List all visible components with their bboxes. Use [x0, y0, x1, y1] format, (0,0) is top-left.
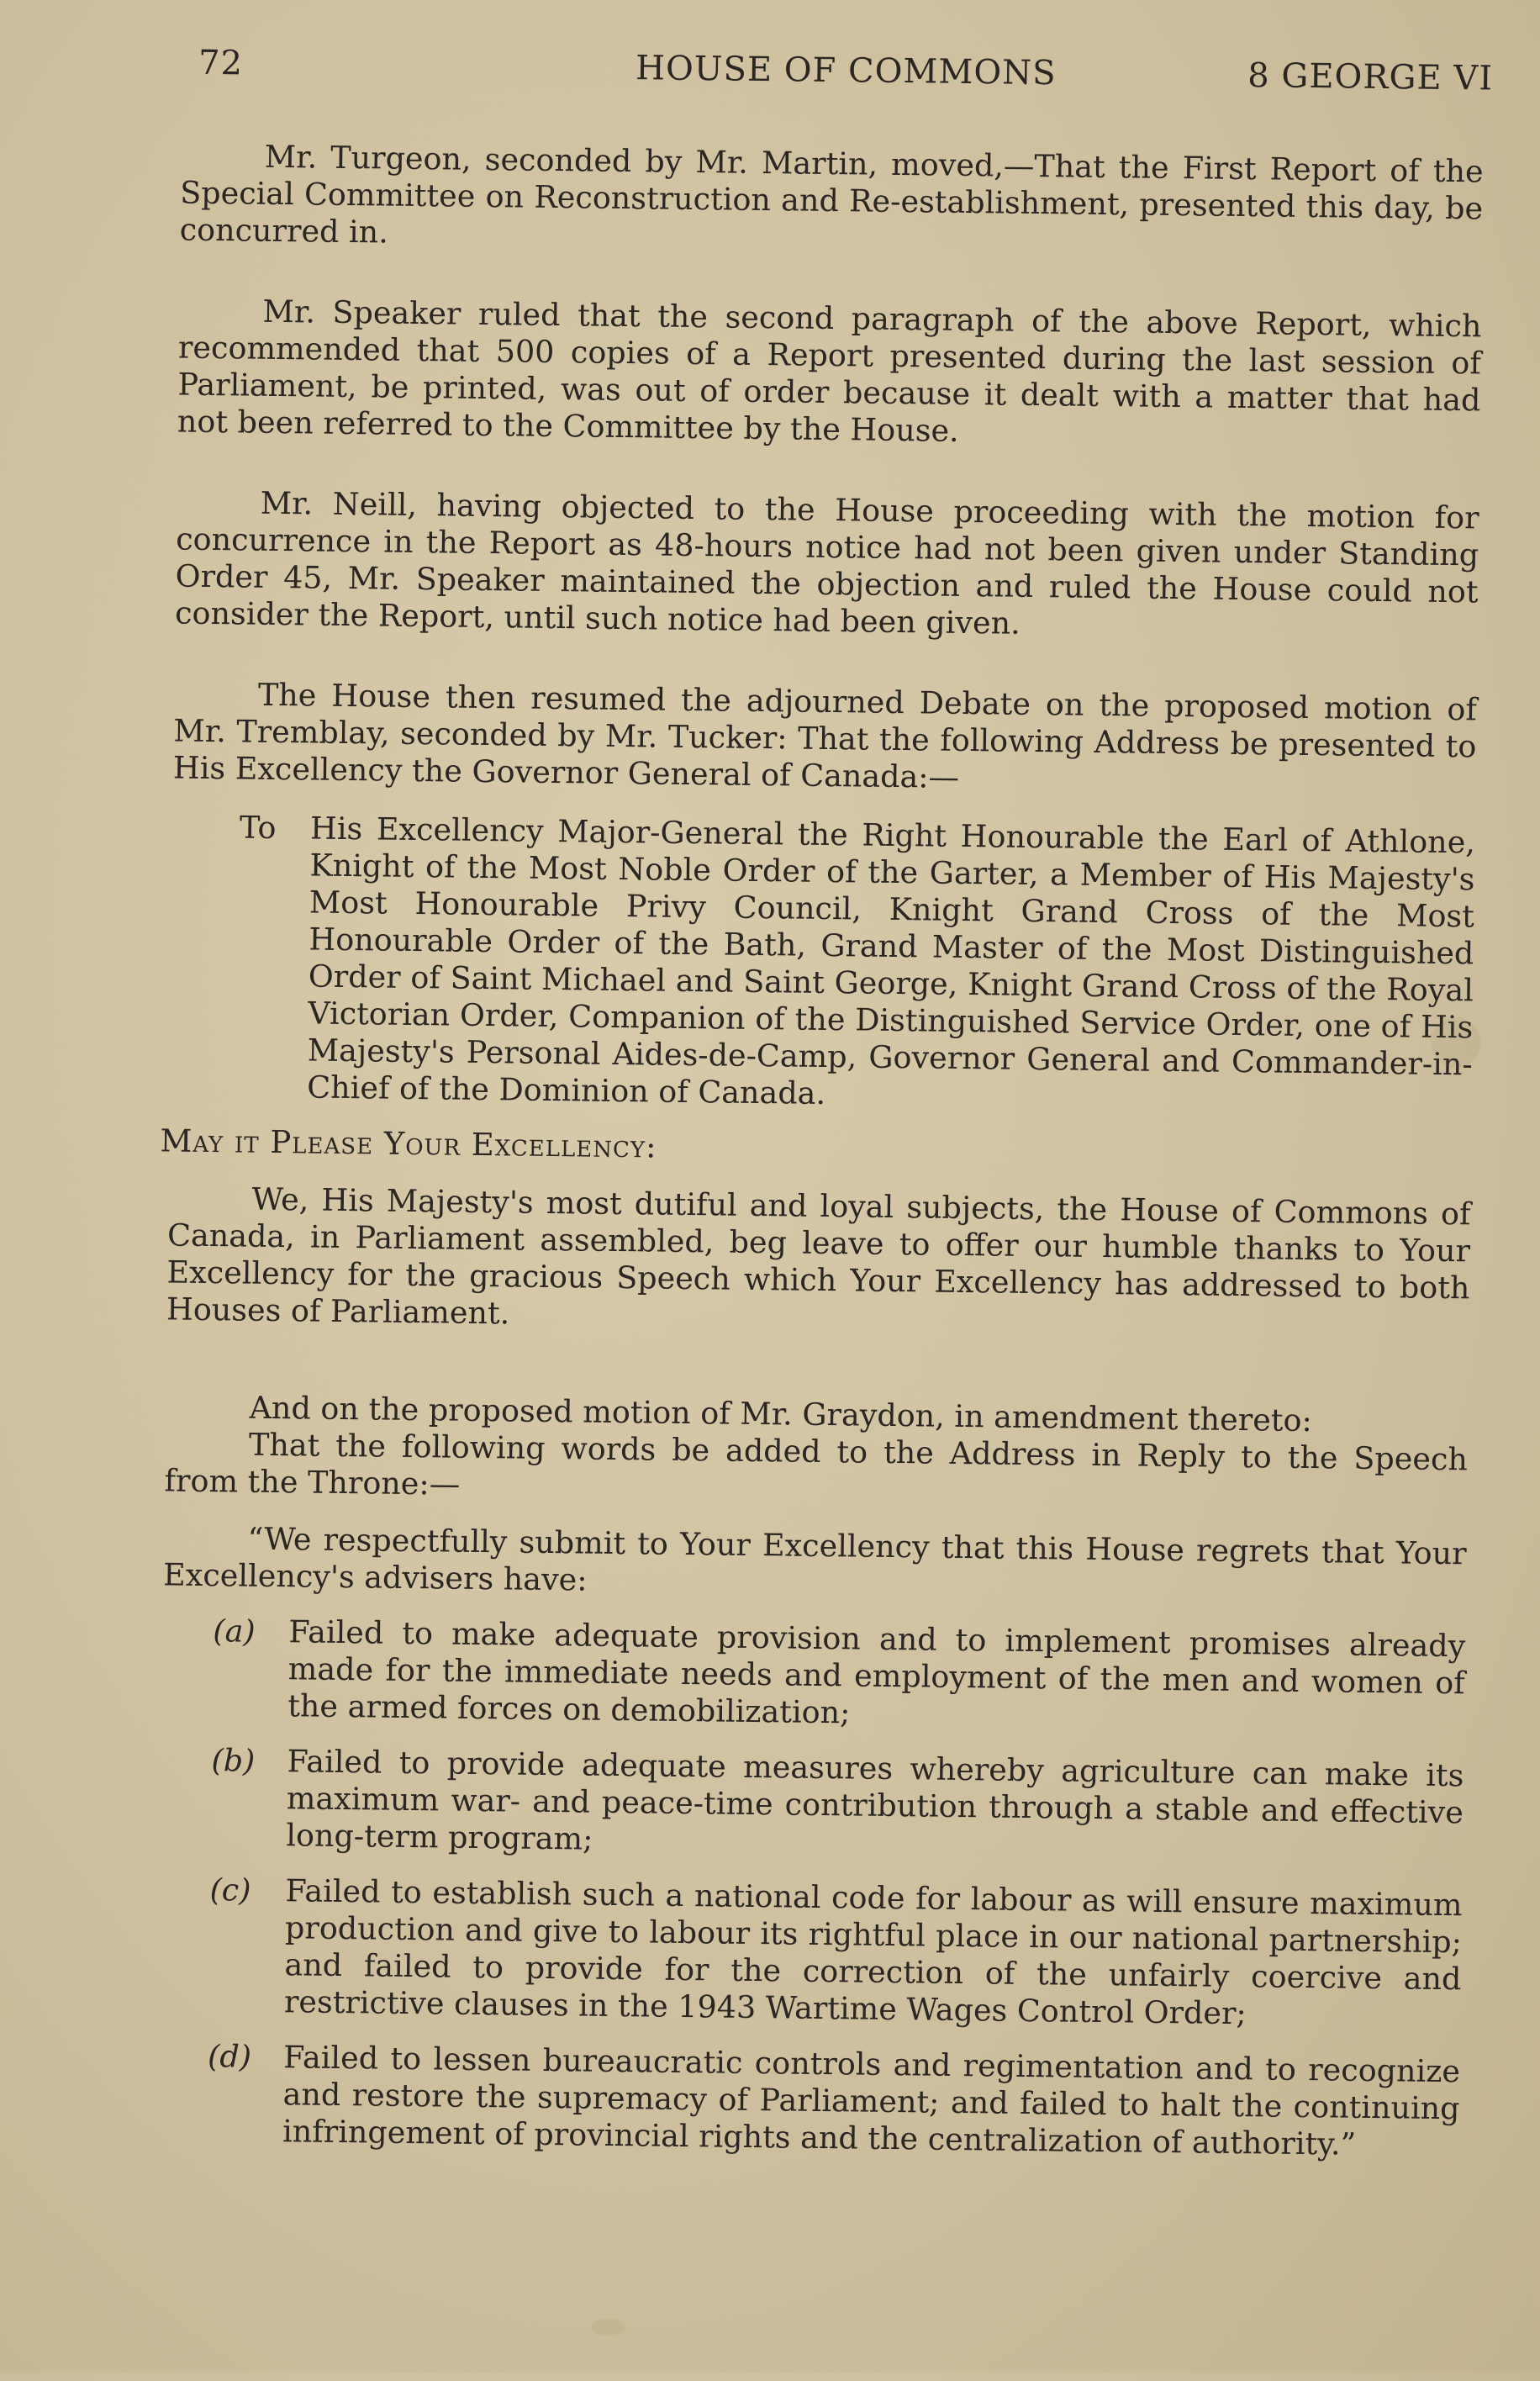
amendment-item — [158, 1871, 1463, 2035]
page-body — [156, 138, 1484, 2165]
address-to-word: To — [239, 809, 277, 846]
address-body: We, His Majesty's most dutiful and loyal subjects, the House of Commons of Canada, in Parliament assembled, beg leave to offer our humble thanks to Your Excellency for the gracious Speech which Your Excellency has addressed to both Houses of Parliament. — [166, 1180, 1471, 1332]
item-label: (b) — [211, 1742, 256, 1779]
item-text: Failed to establish such a national code for labour as will ensure maximum production and give to labour its rightful place in our national partnership; and failed to provide for the correction of the unfairly coercive and restrictive clauses in the 1943 Wartime Wages Control Order; — [283, 1872, 1463, 2032]
amendment-item — [156, 2037, 1460, 2164]
regnal-year: 8 GEORGE VI — [1247, 56, 1494, 98]
address-salutation: May it Please Your Excellency: — [160, 1122, 657, 1165]
amendment-item — [161, 1612, 1465, 1739]
address-recipient — [169, 808, 1475, 1120]
amendment-intro: And on the proposed motion of Mr. Graydon, in amendment thereto: — [249, 1389, 1313, 1439]
page-number: 72 — [198, 43, 244, 83]
address-recipient-text: His Excellency Major-General the Right Honourable the Earl of Athlone, Knight of the Most Noble Order of the Garter, a Member of His Majesty's Most Honourable Privy Council, Knight Grand Cross of the Most Honourable Order of the Bath, Grand Master of the Most Distinguished Order of Saint Michael and Saint George, Knight Grand Cross of the Royal Victorian Order, Companion of the Distinguished Service Order, one of His Majesty's Personal Aides-de-Camp, Governor General and Commander-in-Chief of the Dominion of Canada. — [307, 810, 1476, 1111]
item-text: Failed to lessen bureaucratic controls and regimentation and to recognize and restore the supremacy of Parliament; and failed to halt the continuing infringement of provincial rights and the centralization of authority.” — [282, 2039, 1461, 2162]
amendment-submission: “We respectfully submit to Your Excellency that this House regrets that Your Excellency's advisers have: — [162, 1520, 1467, 1598]
paper-stain — [1431, 1017, 1482, 1069]
running-title: HOUSE OF COMMONS — [635, 49, 1057, 93]
paragraph-speaker-ruling: Mr. Speaker ruled that the second paragraph of the above Report, which recommended that 500 copies of a Report presented during the last session of Parliament, be printed, was out of order because it dealt with a matter that had not been referred to the Committee by the House. — [177, 293, 1482, 449]
paragraph-neill-objection: Mr. Neill, having objected to the House proceeding with the motion for concurrence in the Report as 48-hours notice had not been given under Standing Order 45, Mr. Speaker maintained the objection and ruled the House could not consider the Report, until such notice had been given. — [174, 484, 1479, 641]
paper-stain — [591, 2319, 625, 2336]
item-label: (a) — [213, 1613, 256, 1650]
paragraph-turgeon-motion: Mr. Turgeon, seconded by Mr. Martin, moved,—That the First Report of the Special Committee on Reconstruction and Re-establishment, presented this day, be concurred in. — [179, 138, 1484, 251]
page-header — [198, 44, 1494, 110]
item-text: Failed to make adequate provision and to implement promises already made for the immediate needs and employment of the men and women of the armed forces on demobilization; — [287, 1613, 1466, 1731]
item-label: (d) — [207, 2038, 252, 2075]
paragraph-resumed-debate: The House then resumed the adjourned Debate on the proposed motion of Mr. Tremblay, seconded by Mr. Tucker: That the following Address be presented to His Excellency the Governor General of Canada:— — [172, 676, 1478, 795]
amendment-item — [160, 1741, 1464, 1868]
amendment-that-clause: That the following words be added to the Address in Reply to the Speech from the Throne:— — [164, 1426, 1469, 1502]
item-label: (c) — [209, 1872, 251, 1908]
item-text: Failed to provide adequate measures whereby agriculture can make its maximum war- and peace-time contribution through a stable and effective long-term program; — [286, 1743, 1464, 1857]
